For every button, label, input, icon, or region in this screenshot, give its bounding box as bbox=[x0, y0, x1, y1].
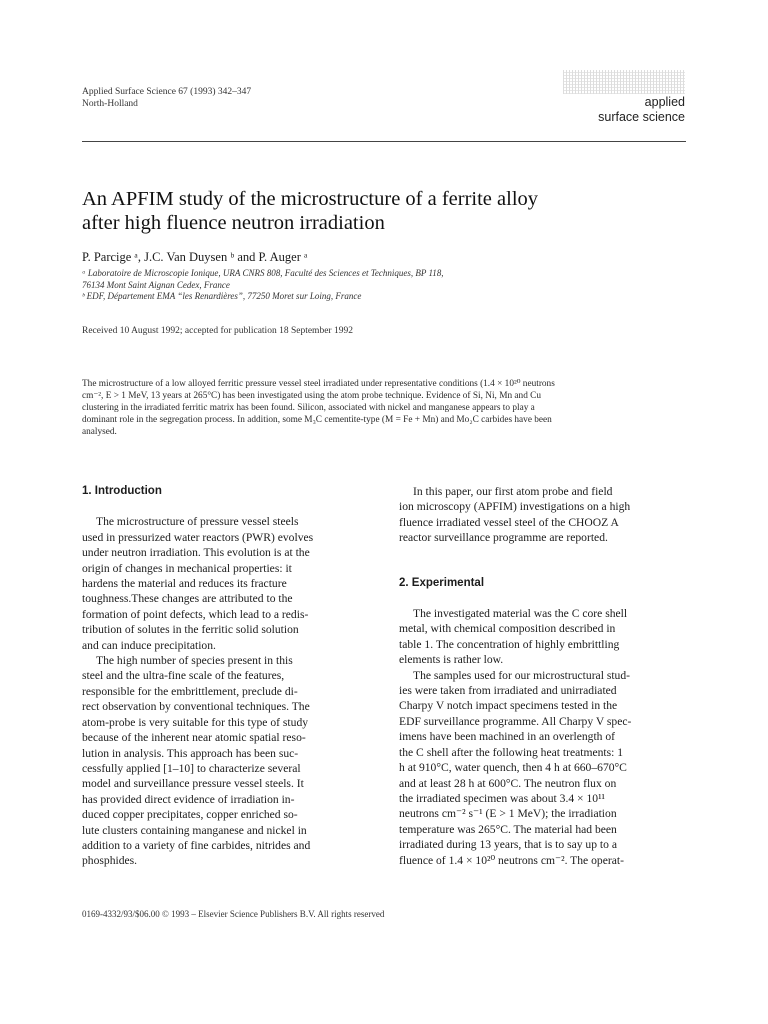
body-line: ies were taken from irradiated and unirradiated bbox=[399, 684, 617, 698]
body-line: and at least 28 h at 600°C. The neutron flux on bbox=[399, 776, 617, 790]
body-line: cessfully applied [1–10] to characterize several bbox=[82, 761, 301, 775]
body-line: steel and the ultra-fine scale of the features, bbox=[82, 669, 285, 683]
abstract-line: cm⁻², E > 1 MeV, 13 years at 265°C) has been investigated using the atom probe technique. Evidence of Si, Ni, Mn and Cu bbox=[82, 391, 542, 401]
body-line: temperature was 265°C. The material had been bbox=[399, 822, 617, 836]
body-line: The investigated material was the C core shell bbox=[413, 607, 628, 621]
logo-text-line-2: surface science bbox=[598, 110, 685, 124]
abstract-line: dominant role in the segregation process. In addition, some M₃C cementite-type (M = Fe + Mn) and Mo₂C carbides have been bbox=[82, 415, 552, 425]
body-line: origin of changes in mechanical properties: it bbox=[82, 561, 292, 575]
body-line: elements is rather low. bbox=[399, 653, 504, 667]
body-line: the C shell after the following heat treatments: 1 bbox=[399, 745, 624, 759]
body-line: In this paper, our first atom probe and field bbox=[413, 485, 613, 498]
body-line: fluence of 1.4 × 10²⁰ neutrons cm⁻². The operat- bbox=[399, 853, 624, 867]
body-line: imens have been machined in an overlength of bbox=[399, 730, 616, 744]
body-line: formation of point defects, which lead to a redis- bbox=[82, 607, 309, 621]
body-line: reactor surveillance programme are reported. bbox=[399, 531, 608, 545]
affiliation-line: 76134 Mont Saint Aignan Cedex, France bbox=[82, 279, 230, 290]
body-line: atom-probe is very suitable for this type of study bbox=[82, 715, 309, 729]
citation-line: Applied Surface Science 67 (1993) 342–347 bbox=[82, 87, 252, 97]
body-line: The high number of species present in this bbox=[96, 654, 293, 668]
body-line: Charpy V notch impact specimens tested in the bbox=[399, 699, 618, 713]
body-line: neutrons cm⁻² s⁻¹ (E > 1 MeV); the irradiation bbox=[399, 807, 617, 821]
body-line: lution in analysis. This approach has been suc- bbox=[82, 746, 299, 760]
header-divider bbox=[82, 141, 686, 142]
body-line: table 1. The concentration of highly embrittling bbox=[399, 637, 620, 651]
affiliations bbox=[82, 268, 444, 303]
logo-text-line-1: applied bbox=[644, 95, 685, 109]
body-line: lute clusters containing manganese and nickel in bbox=[82, 823, 307, 837]
body-line: and can induce precipitation. bbox=[82, 638, 216, 652]
body-line: duced copper precipitates, copper enriched so- bbox=[82, 808, 298, 822]
left-column bbox=[82, 484, 367, 869]
body-line: under neutron irradiation. This evolution is at the bbox=[82, 546, 310, 560]
abstract-line: The microstructure of a low alloyed ferritic pressure vessel steel irradiated under representative conditions (1.4 × 10²⁰ neutrons bbox=[82, 379, 555, 389]
abstract-line: clustering in the irradiated ferritic matrix has been found. Silicon, associated with nickel and manganese appears to play a bbox=[82, 403, 535, 413]
body-line: hardens the material and reduces its fracture bbox=[82, 577, 287, 591]
received-date: Received 10 August 1992; accepted for publication 18 September 1992 bbox=[82, 326, 353, 336]
affiliation-line: ᵇ EDF, Département EMA “les Renardières”, 77250 Moret sur Loing, France bbox=[82, 291, 362, 301]
journal-logo bbox=[563, 70, 685, 124]
body-line: model and surveillance pressure vessel steels. It bbox=[82, 777, 304, 791]
body-line: ion microscopy (APFIM) investigations on a high bbox=[399, 500, 631, 514]
section-heading-experimental: 2. Experimental bbox=[399, 576, 485, 589]
body-line: tribution of solutes in the ferritic solid solution bbox=[82, 623, 299, 637]
title-line: An APFIM study of the microstructure of a ferrite alloy bbox=[82, 188, 539, 210]
body-line: fluence irradiated vessel steel of the CHOOZ A bbox=[399, 515, 619, 529]
body-line: The samples used for our microstructural stud- bbox=[413, 668, 631, 682]
copyright-footer: 0169-4332/93/$06.00 © 1993 – Elsevier Science Publishers B.V. All rights reserved bbox=[82, 909, 385, 919]
section-heading-introduction: 1. Introduction bbox=[82, 485, 162, 497]
body-line: irradiated during 13 years, that is to say up to a bbox=[399, 838, 617, 852]
body-line: phosphides. bbox=[82, 854, 138, 868]
affiliation-line: ᵃ Laboratoire de Microscopie Ionique, URA CNRS 808, Faculté des Sciences et Techniques, BP 118, bbox=[82, 268, 444, 278]
body-line: metal, with chemical composition described in bbox=[399, 622, 616, 636]
body-line: used in pressurized water reactors (PWR) evolves bbox=[82, 530, 314, 544]
body-line: The microstructure of pressure vessel steels bbox=[96, 515, 299, 529]
body-line: responsible for the embrittlement, preclude di- bbox=[82, 684, 298, 698]
body-line: because of the inherent near atomic spatial reso- bbox=[82, 731, 306, 745]
body-line: the irradiated specimen was about 3.4 × 10¹¹ bbox=[399, 791, 606, 805]
body-line: EDF surveillance programme. All Charpy V spec- bbox=[399, 714, 632, 728]
body-line: h at 910°C, water quench, then 4 h at 660–670°C bbox=[399, 761, 627, 775]
article-title bbox=[82, 187, 602, 235]
title-line: after high fluence neutron irradiation bbox=[82, 212, 385, 234]
body-line: addition to a variety of fine carbides, nitrides and bbox=[82, 838, 311, 852]
abstract bbox=[82, 378, 686, 438]
publisher-line: North-Holland bbox=[82, 99, 138, 109]
journal-citation bbox=[82, 86, 251, 110]
authors: P. Parcige ᵃ, J.C. Van Duysen ᵇ and P. Auger ᵃ bbox=[82, 250, 308, 264]
body-line: has provided direct evidence of irradiation in- bbox=[82, 792, 295, 806]
logo-pattern-icon bbox=[563, 70, 685, 94]
abstract-line: analysed. bbox=[82, 427, 117, 437]
body-line: toughness.These changes are attributed to the bbox=[82, 592, 293, 606]
body-line: rect observation by conventional techniques. The bbox=[82, 700, 310, 714]
right-column bbox=[399, 484, 684, 868]
